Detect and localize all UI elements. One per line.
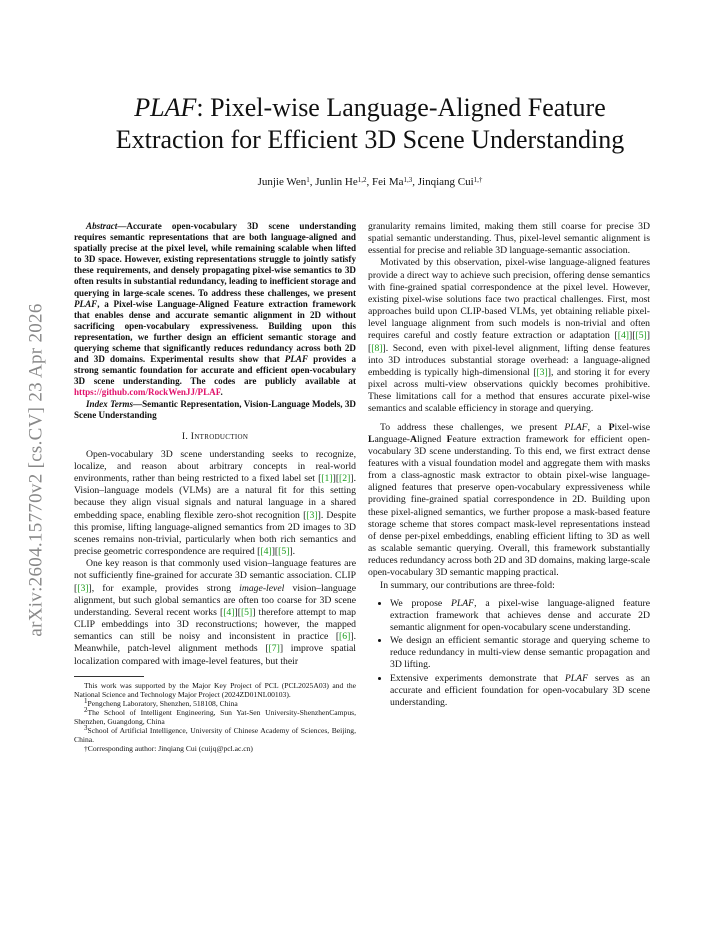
paper-title: PLAF: Pixel-wise Language-Aligned Feature Extraction for Efficient 3D Scene Understanding: [115, 93, 625, 154]
contribution-item: • We design an efficient semantic storage and querying scheme to reduce redundancy in multi-view dense semantic propagation and 3D lifting.: [390, 635, 650, 671]
right-paragraph-4: In summary, our contributions are three-fold:: [380, 579, 555, 591]
author-list: Junjie Wen$^1$, Junlin He$^{1,2}$, Fei Ma$^{1,3}$, Jinqiang Cui$^{1,\dagger}$: [257, 176, 483, 188]
index-terms: Index Terms—Semantic Representation, Vision-Language Models, 3D Scene Understanding: [74, 398, 356, 420]
right-paragraph-2: Motivated by this observation, pixel-wise language-aligned features provide a direct way to achieve such precision, offering dense semantics with fine-grained spatial correspondence at the pixel level. However, existing pixel-wise solutions face two practical challenges. First, most approaches build upon CLIP-based VLMs, yet obtaining reliable pixel-level language alignment from such models is non-trivial and often requires careful and costly feature extraction or adaptation [[4]][[5]][[8]]. Second, even with pixel-level alignment, lifting dense features into 3D introduces substantial storage overhead: a language-aligned embedding is typically high-dimensional [[3]], and storing it for every pixel across multi-view observations quickly becomes prohibitive. These limitations call for a method that ensures accurate pixel-wise semantics and scalable efficiency in storage and querying.: [368, 257, 650, 415]
contribution-item: • We propose PLAF, a pixel-wise language-aligned feature extraction framework that achieves dense and accurate 2D semantic alignment for open-vocabulary scene understanding.: [390, 598, 650, 634]
right-paragraph-1: granularity remains limited, making them still coarse for precise 3D spatial semantic understanding. Thus, pixel-level semantic alignment is essential for precise and reliable 3D language-semantic association.: [368, 221, 650, 257]
intro-paragraph-1: Open-vocabulary 3D scene understanding seeks to recognize, localize, and reason about arbitrary concepts in real-world environments, rather than being restricted to a fixed label set [[1]][[2]]. Vision–language models (VLMs) are a natural fit for this setting because they align visual signals and natural language in a shared embedding space, enabling flexible zero-shot recognition [[3]]. Despite this promise, lifting language-aligned semantics from 2D images to 3D scenes remains non-trivial, particularly when both rich semantics and precise geometric correspondence are required [[4]][[5]].: [74, 448, 357, 558]
arxiv-stamp: [22, 250, 52, 690]
contributions-list: [368, 598, 650, 709]
left-column: [74, 221, 356, 753]
right-column: [368, 221, 650, 710]
arxiv-stamp-text: arXiv:2604.15770v2 [cs.CV] 23 Apr 2026: [26, 303, 48, 637]
footnotes: This work was supported by the Major Key Project of PCL (PCL2025A03) and the National Science and Technology Major Project (2024ZD01NL00103). $^1$Pengcheng Laboratory, Shenzhen, 518108, China $^2$The School of Intelligent Engineering, Sun Yat-Sen University-ShenzhenCampus, Shenzhen, Guangdong, China $^3$School of Artificial Intelligence, University of Chinese Academy of Sciences, Beijing, China. †Corresponding author: Jinqiang Cui (cuijq@pcl.ac.cn): [74, 680, 356, 754]
contribution-item: • Extensive experiments demonstrate that PLAF serves as an accurate and efficient foundation for open-vocabulary 3D scene understanding.: [390, 673, 650, 709]
footnote-rule: [74, 676, 144, 677]
section-heading-introduction: I. Introduction: [181, 430, 249, 442]
code-link[interactable]: https://github.com/RockWenJJ/PLAF: [74, 387, 221, 398]
abstract: Abstract—Accurate open-vocabulary 3D scene understanding requires semantic representations that are both language-aligned and spatially precise at the pixel level, while remaining scalable when lifted to 3D space. However, existing representations struggle to jointly satisfy these requirements, and densely propagating pixel-wise semantics to 3D often results in substantial redundancy, leading to inefficient storage and querying in large-scale scenes. To address these challenges, we present PLAF, a Pixel-wise Language-Aligned Feature extraction framework that enables dense and accurate semantic alignment in 2D without sacrificing open-vocabulary expressiveness. Building upon this representation, we further design an efficient semantic storage and querying scheme that significantly reduces redundancy across both 2D and 3D domains. Experimental results show that PLAF provides a strong semantic foundation for accurate and efficient open-vocabulary 3D scene understanding. The codes are publicly available at https://github.com/RockWenJJ/PLAF.: [74, 221, 356, 398]
intro-paragraph-2: One key reason is that commonly used vision–language features are not sufficiently fine-grained for accurate 3D semantic association. CLIP [[3]], for example, provides strong image-level vision–language alignment, but such global semantics are often too coarse for 3D scene understanding. Several recent works [[4]][[5]] therefore attempt to map CLIP embeddings into 3D reconstructions; however, the mapped semantics can still be noisy and inconsistent in practice [[6]]. Meanwhile, patch-level alignment methods [[7]] improve spatial localization compared with image-level features, but their: [74, 558, 356, 667]
right-paragraph-3: To address these challenges, we present PLAF, a Pixel-wise Language-Aligned Feature extraction framework for efficient open-vocabulary 3D scene understanding. To this end, we first extract dense features with a visual foundation model and aggregate them with masks from a class-agnostic mask extractor to obtain pixel-wise language-aligned features that preserve open-vocabulary expressiveness while providing fine-grained spatial correspondence in 2D. Building upon these pixel-aligned semantics, we further propose a mask-based feature storage scheme that stores compact mask-level representations instead of dense per-pixel embeddings, enabling efficient lifting to 3D as well as scalable semantic querying. Overall, this framework substantially reduces redundancy across both 2D and 3D domains, making large-scale open-vocabulary 3D semantic mapping practical.: [368, 421, 650, 579]
